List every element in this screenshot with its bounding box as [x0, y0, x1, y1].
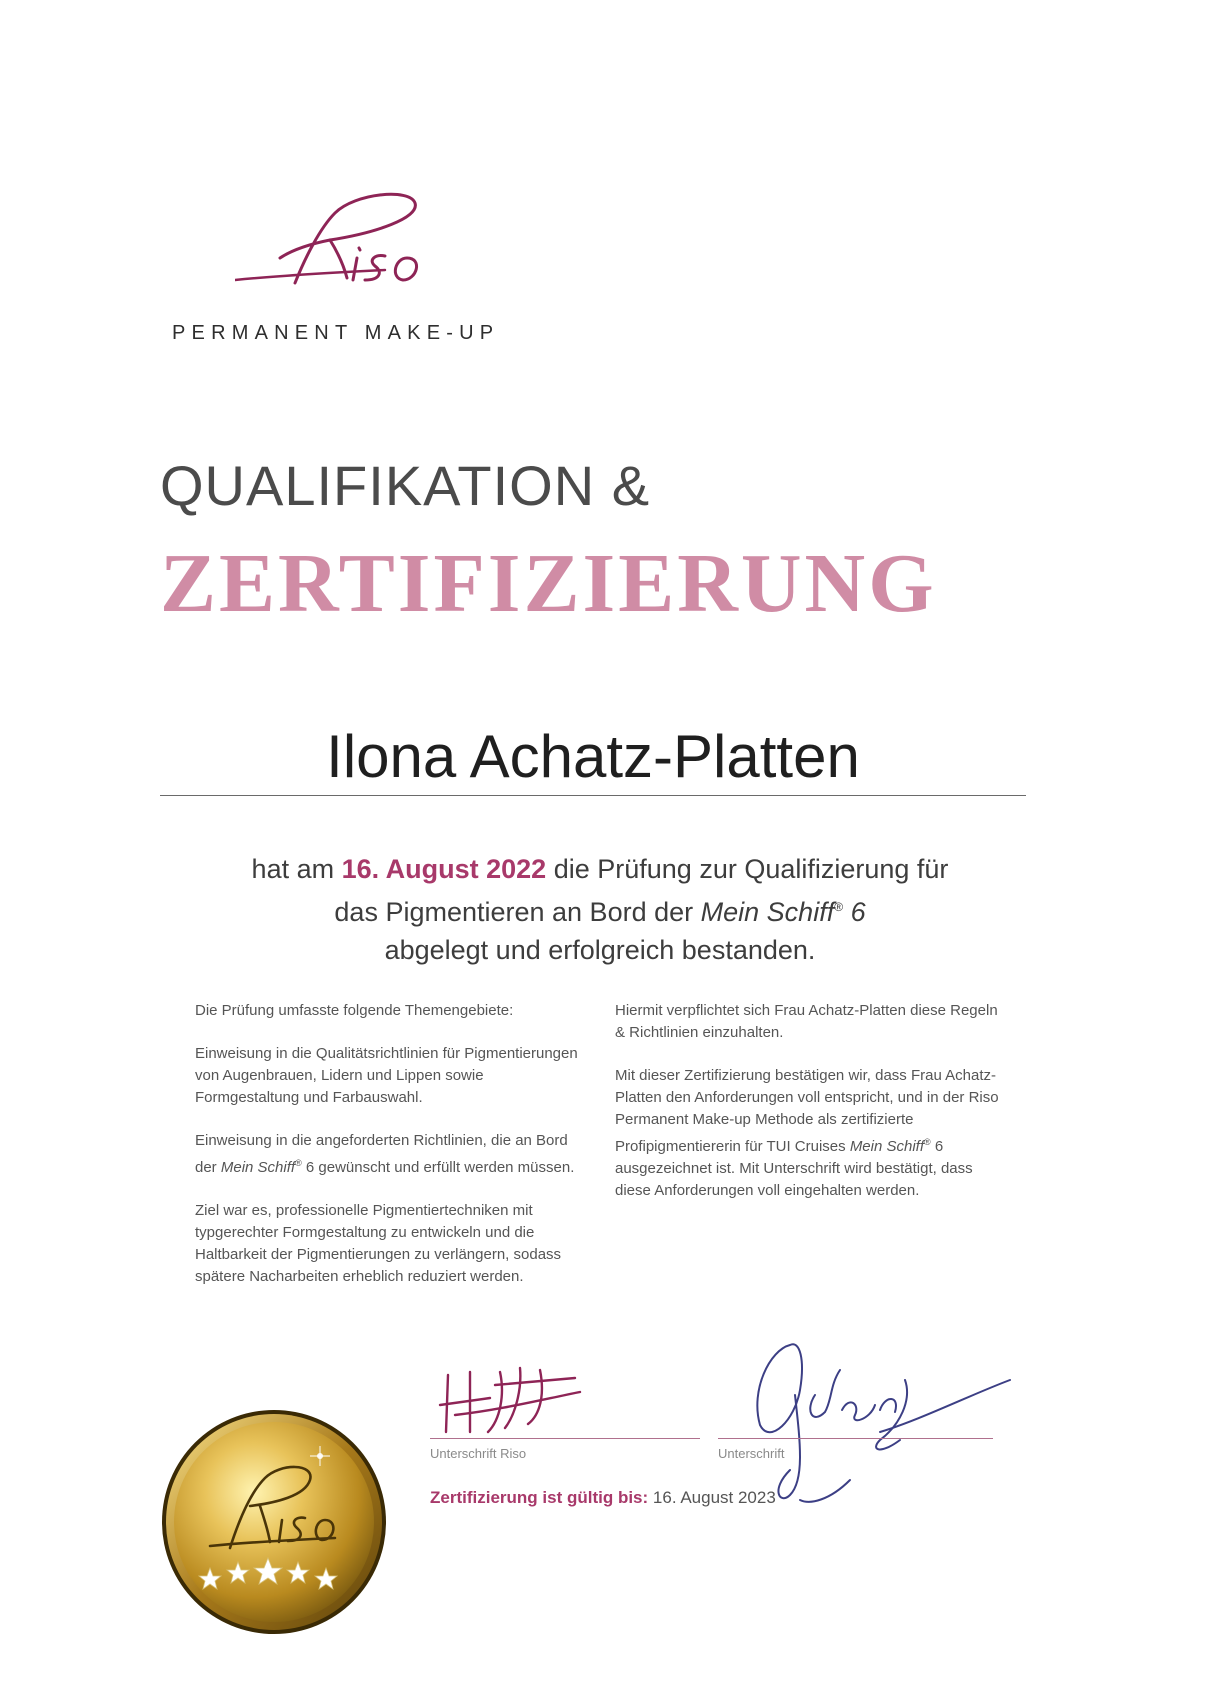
topic-item: Einweisung in die angeforderten Richtlinien, die an Bord der Mein Schiff® 6 gewünscht und erfüllt werden müssen. — [195, 1132, 575, 1176]
topic-item: Einweisung in die Qualitätsrichtlinien für Pigmentierungen von Augenbrauen, Lidern und Lippen sowie Formgestaltung und Farbauswahl. — [195, 1045, 578, 1106]
riso-signature-icon — [440, 1368, 580, 1432]
signature-label-recipient: Unterschrift — [718, 1446, 785, 1461]
recipient-signature-icon — [757, 1344, 1010, 1502]
signature-line-riso — [430, 1438, 700, 1439]
validity-date: 16. August 2023 — [652, 1488, 776, 1507]
exam-date: 16. August 2022 — [341, 854, 547, 884]
signature-label-riso: Unterschrift Riso — [430, 1446, 527, 1461]
topic-item: Ziel war es, professionelle Pigmentiertechniken mit typgerechter Formgestaltung zu entwickeln und die Haltbarkeit der Pigmentierungen zu verlängern, sodass spätere Nacharbeiten erheblich reduziert werden. — [195, 1202, 562, 1285]
validity-label: Zertifizierung ist gültig bis: — [430, 1488, 649, 1507]
recipient-name: Ilona Achatz-Platten — [326, 723, 860, 790]
exam-topics-column — [195, 1000, 585, 1309]
topics-intro: Die Prüfung umfasste folgende Themengebiete: — [195, 1002, 514, 1019]
commitment-column — [615, 1000, 1005, 1223]
logo-tagline: PERMANENT MAKE-UP — [172, 322, 500, 344]
commitment-text: Hiermit verpflichtet sich Frau Achatz-Platten diese Regeln & Richtlinien einzuhalten. — [615, 1002, 998, 1041]
validity-line — [430, 1488, 776, 1508]
riso-logo-icon — [235, 188, 455, 308]
title-line-1: QUALIFIKATION & — [160, 454, 651, 517]
certification-statement: hat am 16. August 2022 die Prüfung zur Qualifizierung für das Pigmentieren an Bord der Mein Schiff® 6 abgelegt und erfolgreich bestanden. — [251, 854, 949, 965]
gold-seal-icon — [160, 1408, 388, 1636]
title-line-2: ZERTIFIZIERUNG — [160, 537, 937, 630]
signature-line-recipient — [718, 1438, 993, 1439]
name-underline — [160, 795, 1026, 796]
confirmation-text: Mit dieser Zertifizierung bestätigen wir, dass Frau Achatz-Platten den Anforderungen voll entspricht, und in der Riso Permanent Make-up Methode als zertifizierte Profipigmentiererin für TUI Cruises Mein Schiff® 6 ausgezeichnet ist. Mit Unterschrift wird bestätigt, dass diese Anforderungen voll eingehalten werden. — [615, 1067, 999, 1199]
